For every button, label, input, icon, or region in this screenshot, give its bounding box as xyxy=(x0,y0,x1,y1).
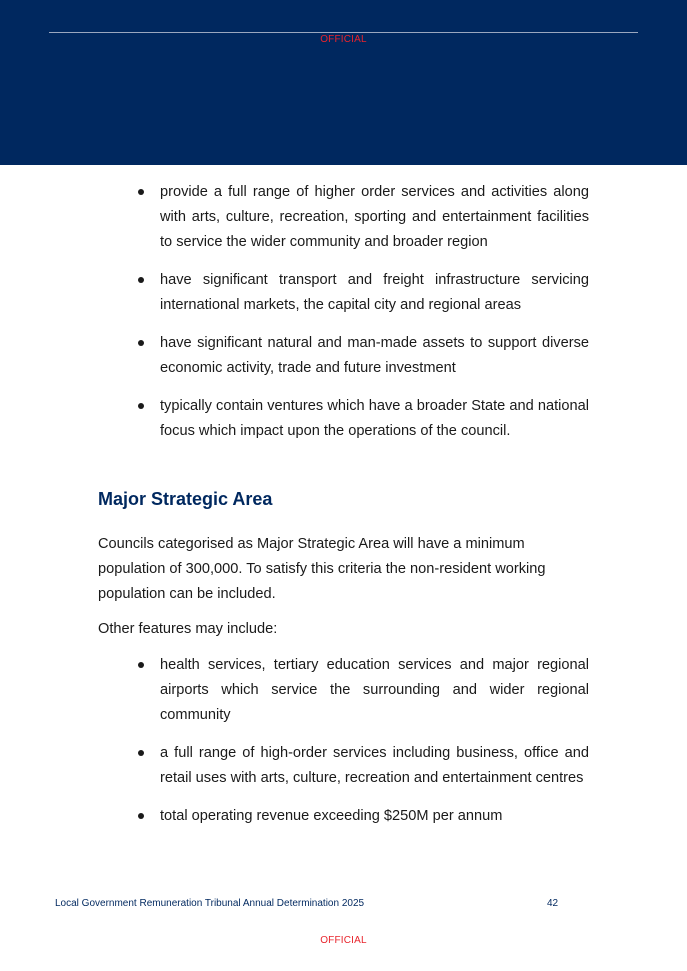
bullet-icon xyxy=(138,277,144,283)
bullet-icon xyxy=(138,662,144,668)
list-item-text: provide a full range of higher order services and activities along with arts, culture, recreation, sporting and entertainment facilities to service the wider community and broader region xyxy=(160,184,589,250)
header-band xyxy=(0,0,687,165)
list-item xyxy=(160,268,589,318)
classification-marking-top: OFFICIAL xyxy=(320,34,367,45)
list-item xyxy=(160,804,589,829)
list-item xyxy=(160,741,589,791)
bullet-icon xyxy=(138,750,144,756)
footer-document-title: Local Government Remuneration Tribunal Annual Determination 2025 xyxy=(55,898,365,909)
list-item-text: a full range of high-order services including business, office and retail uses with arts, culture, recreation and entertainment centres xyxy=(160,745,589,786)
features-intro: Other features may include: xyxy=(98,621,278,637)
list-item-text: have significant natural and man-made assets to support diverse economic activity, trade and future investment xyxy=(160,335,589,376)
list-item xyxy=(160,394,589,444)
list-item-text: health services, tertiary education services and major regional airports which service the surrounding and wider regional community xyxy=(160,657,589,723)
header-rule xyxy=(49,32,638,33)
section-heading: Major Strategic Area xyxy=(98,489,273,509)
classification-marking-bottom: OFFICIAL xyxy=(320,935,367,946)
features-bullet-list xyxy=(160,653,589,842)
section-paragraph: Councils categorised as Major Strategic Area will have a minimum population of 300,000. To satisfy this criteria the non-resident working population can be included. xyxy=(98,536,546,602)
bullet-icon xyxy=(138,189,144,195)
bullet-icon xyxy=(138,340,144,346)
list-item xyxy=(160,653,589,728)
bullet-icon xyxy=(138,813,144,819)
bullet-icon xyxy=(138,403,144,409)
page-number: 42 xyxy=(547,898,559,909)
list-item xyxy=(160,331,589,381)
list-item-text: typically contain ventures which have a broader State and national focus which impact upon the operations of the council. xyxy=(160,398,589,439)
list-item-text: have significant transport and freight infrastructure servicing international markets, the capital city and regional areas xyxy=(160,272,589,313)
list-item-text: total operating revenue exceeding $250M per annum xyxy=(160,808,503,824)
list-item xyxy=(160,180,589,255)
continued-bullet-list xyxy=(160,180,589,457)
